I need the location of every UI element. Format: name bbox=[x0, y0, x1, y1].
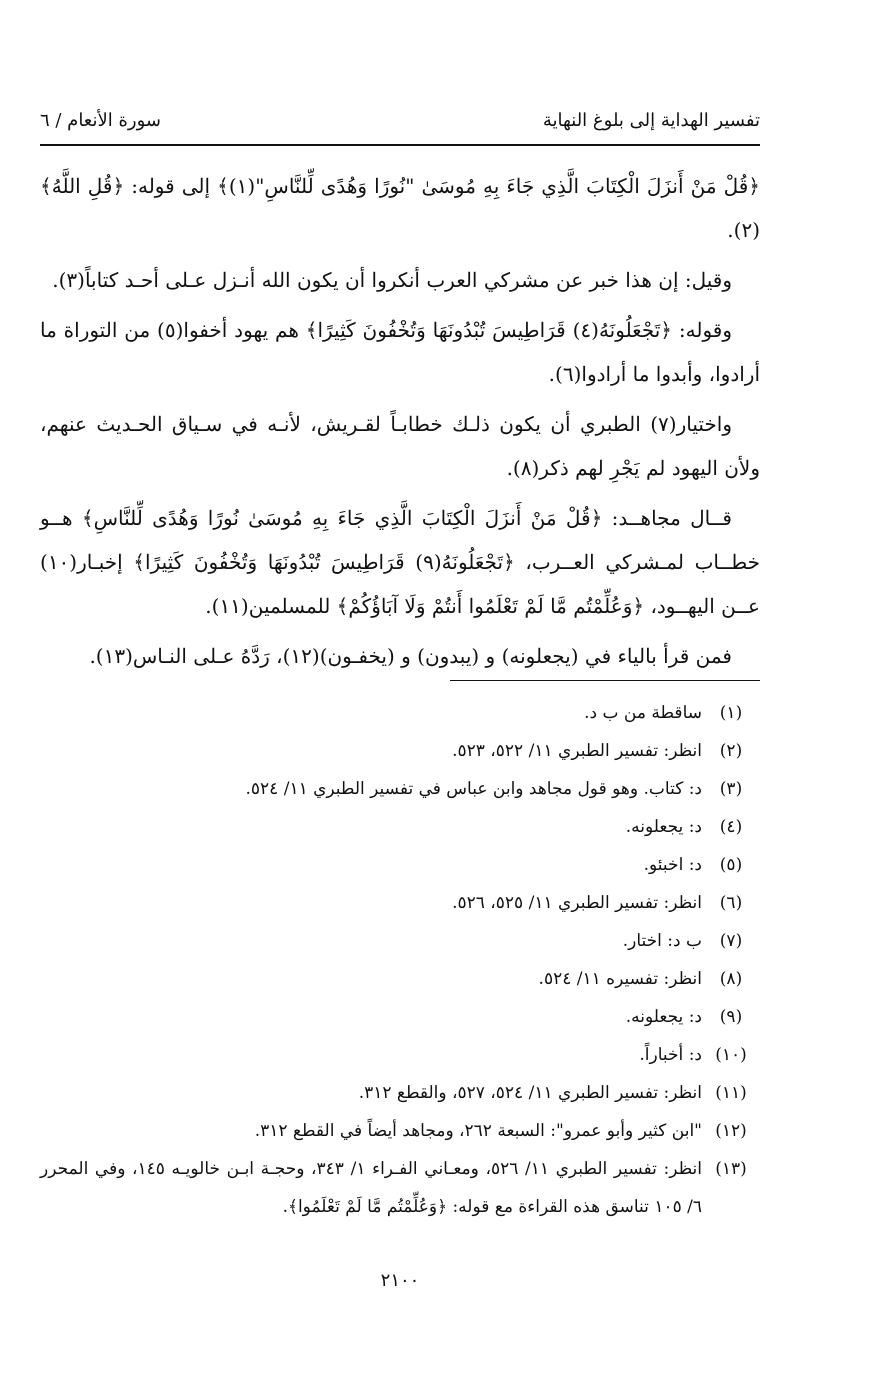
footnote-number: (٧) bbox=[719, 931, 743, 951]
main-text bbox=[40, 164, 760, 684]
footnote-text: ساقطة من ب د. bbox=[584, 703, 702, 723]
footnote-text: انظر: تفسير الطبري ١١/ ٥٢٢، ٥٢٣. bbox=[452, 741, 702, 761]
footnote bbox=[40, 694, 760, 732]
footnote-text: انظر: تفسير الطبري ١١/ ٥٢٥، ٥٢٦. bbox=[452, 893, 702, 913]
paragraph: وقوله: ﴿تَجْعَلُونَهُ(٤) قَرَاطِيسَ تُبْدُونَهَا وَتُخْفُونَ كَثِيرًا﴾ هم يهود أخفوا(٥) من التوراة ما أرادوا، وأبدوا ما أرادوا(٦). bbox=[40, 318, 760, 386]
footnote-number: (٢) bbox=[719, 741, 743, 761]
footnote-text: د: يجعلونه. bbox=[625, 817, 702, 837]
footnote bbox=[40, 770, 760, 808]
footnote-number: (٥) bbox=[719, 855, 743, 875]
footnote bbox=[40, 1112, 760, 1150]
paragraph: فمن قرأ بالياء في (يجعلونه) و (يبدون) و (يخفـون)(١٢)، رَدَّهُ عـلى النـاس(١٣). bbox=[89, 644, 732, 668]
footnote bbox=[40, 1074, 760, 1112]
footnote-number: (١٠) bbox=[715, 1045, 747, 1065]
footnote-number: (٩) bbox=[719, 1007, 743, 1027]
paragraph: ﴿قُلْ مَنْ أَنزَلَ الْكِتَابَ الَّذِي جَاءَ بِهِ مُوسَىٰ "نُورًا وَهُدًى لِّلنَّاسِ"(١)﴾ إلى قوله: ﴿قُلِ اللَّهُ﴾(٢). bbox=[40, 174, 761, 242]
footnote bbox=[40, 922, 760, 960]
footnote-number: (٦) bbox=[719, 893, 743, 913]
footnote-number: (١٢) bbox=[715, 1121, 747, 1141]
footnote-number: (٣) bbox=[719, 779, 743, 799]
footnote bbox=[40, 884, 760, 922]
paragraph: قــال مجاهــد: ﴿قُلْ مَنْ أَنزَلَ الْكِتَابَ الَّذِي جَاءَ بِهِ مُوسَىٰ نُورًا وَهُدًى لِّلنَّاسِ﴾ هــو خطــاب لمـشركي العــرب، ﴿تَجْعَلُونَهُ(٩) قَرَاطِيسَ تُبْدُونَهَا وَتُخْفُونَ كَثِيرًا﴾ إخبـار(١٠) عــن اليهــود، ﴿وَعُلِّمْتُم مَّا لَمْ تَعْلَمُوا أَنتُمْ وَلَا آبَاؤُكُمْ﴾ للمسلمين(١١). bbox=[40, 506, 761, 618]
footnote-number: (١٣) bbox=[715, 1159, 747, 1179]
footnote bbox=[40, 808, 760, 846]
book-title: تفسير الهداية إلى بلوغ النهاية bbox=[542, 110, 760, 131]
paragraph: واختيار(٧) الطبري أن يكون ذلـك خطابـاً لقـريش، لأنـه في سـياق الحـديث عنهم، ولأن اليهود لم يَجْرِ لهم ذكر(٨). bbox=[40, 412, 760, 480]
footnote-text: "ابن كثير وأبو عمرو": السبعة ٢٦٢، ومجاهد أيضاً في القطع ٣١٢. bbox=[254, 1121, 702, 1141]
footnote-number: (١) bbox=[719, 703, 743, 723]
book-page bbox=[40, 100, 760, 1300]
footnote-number: (١١) bbox=[715, 1083, 747, 1103]
footnote-text: انظر: تفسير الطبري ١١/ ٥٢٤، ٥٢٧، والقطع ٣١٢. bbox=[358, 1083, 702, 1103]
footnote bbox=[40, 846, 760, 884]
header-rule bbox=[40, 144, 760, 146]
footnote bbox=[40, 1150, 760, 1226]
surah-label: سورة الأنعام / ٦ bbox=[40, 110, 161, 131]
footnote bbox=[40, 732, 760, 770]
footnote-text: د: اخبئو. bbox=[643, 855, 702, 875]
footnote-number: (٤) bbox=[719, 817, 743, 837]
footnote-number: (٨) bbox=[719, 969, 743, 989]
footnote-text: ب د: اختار. bbox=[622, 931, 702, 951]
footnote-text: انظر: تفسيره ١١/ ٥٢٤. bbox=[538, 969, 702, 989]
page-number: ٢١٠٠ bbox=[380, 1270, 420, 1291]
footnote bbox=[40, 960, 760, 998]
footnote bbox=[40, 1036, 760, 1074]
footnotes bbox=[40, 694, 760, 1226]
footnote bbox=[40, 998, 760, 1036]
running-header bbox=[40, 110, 760, 144]
footnote-separator bbox=[450, 680, 760, 681]
footnote-text: د: يجعلونه. bbox=[625, 1007, 702, 1027]
footnote-text: د: أخباراً. bbox=[639, 1045, 702, 1065]
footnote-text: انظر: تفسير الطبري ١١/ ٥٢٦، ومعـاني الفـراء ١/ ٣٤٣، وحجـة ابـن خالويـه ١٤٥، وفي المحرر ٦/ ١٠٥ تناسق هذه القراءة مع قوله: ﴿وَعُلِّمْتُم مَّا لَمْ تَعْلَمُوا﴾. bbox=[40, 1159, 703, 1217]
paragraph: وقيل: إن هذا خبر عن مشركي العرب أنكروا أن يكون الله أنـزل عـلى أحـد كتاباً(٣). bbox=[52, 268, 732, 292]
footnote-text: د: كتاب. وهو قول مجاهد وابن عباس في تفسير الطبري ١١/ ٥٢٤. bbox=[245, 779, 702, 799]
